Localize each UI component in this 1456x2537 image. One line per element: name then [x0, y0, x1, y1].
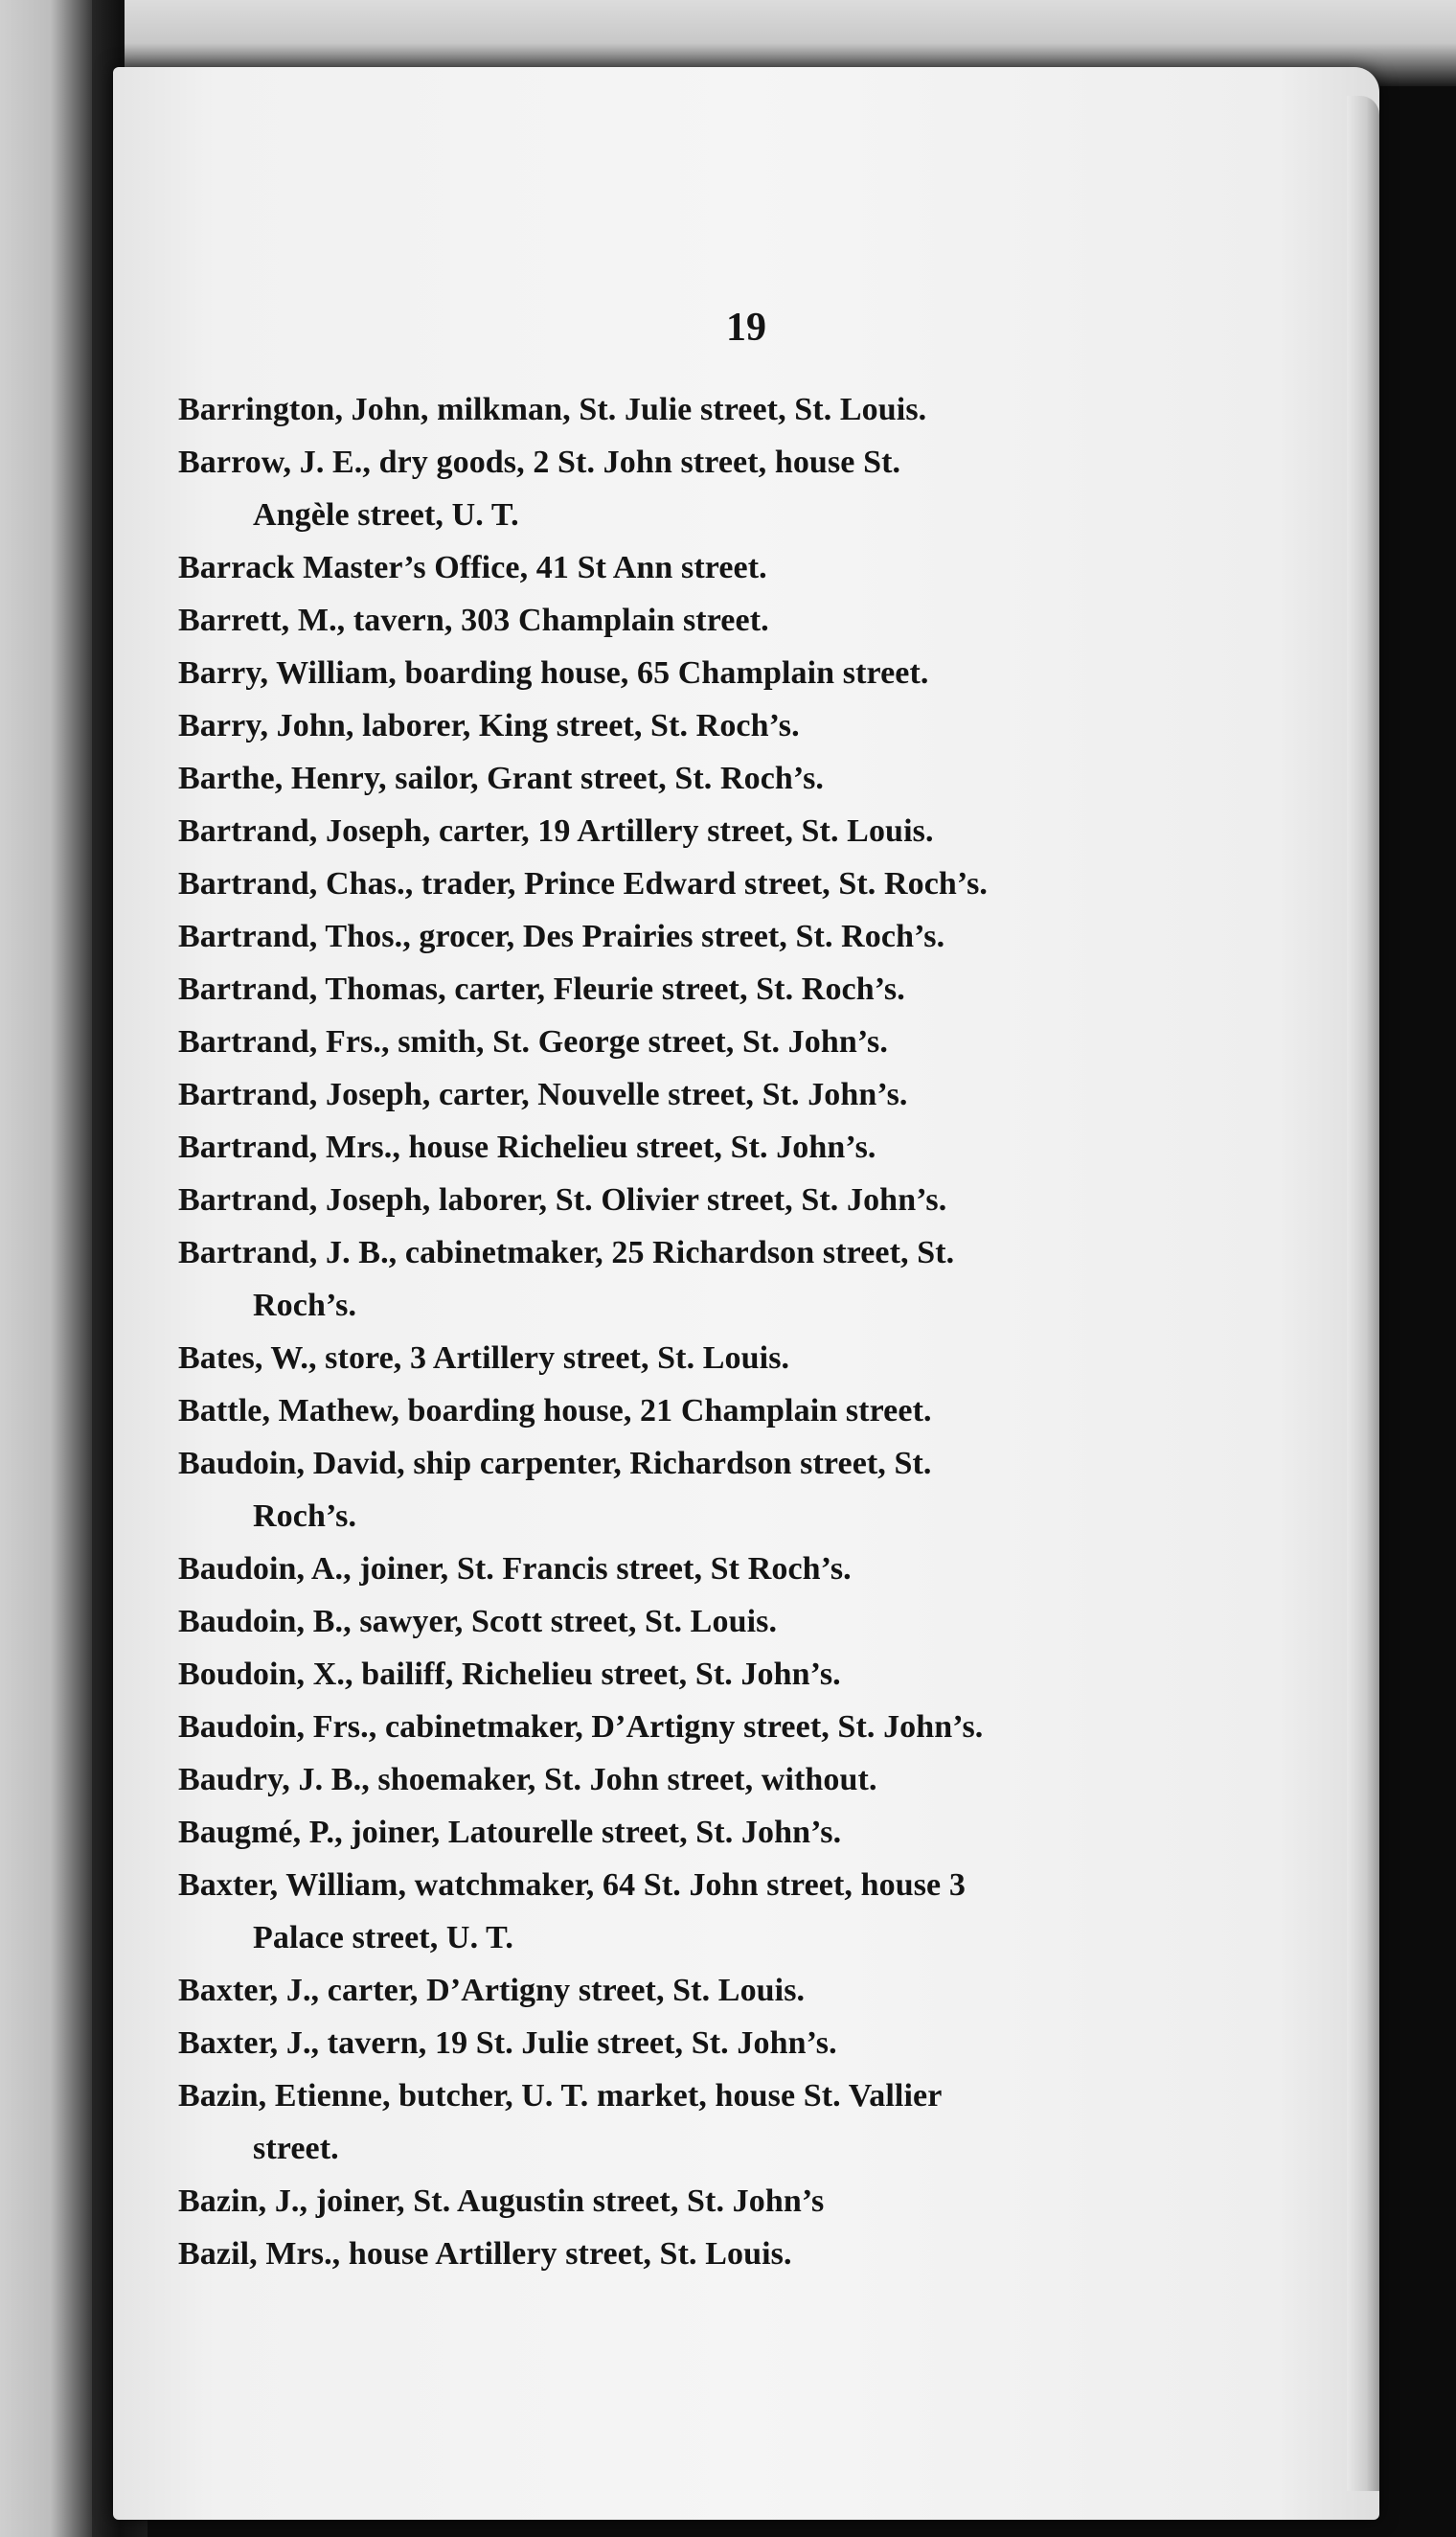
directory-entry [178, 910, 1261, 963]
directory-entry [178, 1016, 1261, 1068]
entry-line: Baugmé, P., joiner, Latourelle street, St. John’s. [178, 1815, 842, 1850]
entry-continuation-line: Angèle street, U. T. [253, 497, 519, 533]
directory-entry [178, 2175, 1261, 2228]
entry-continuation-line: Roch’s. [253, 1498, 357, 1534]
entry-line: Baudry, J. B., shoemaker, St. John street, without. [178, 1762, 877, 1797]
directory-entry [178, 857, 1261, 910]
entry-line: Baxter, J., carter, D’Artigny street, St. Louis. [178, 1973, 806, 2008]
entry-line: Bartrand, Chas., trader, Prince Edward street, St. Roch’s. [178, 866, 989, 902]
directory-entry [178, 2228, 1261, 2280]
entry-line: Baudoin, Frs., cabinetmaker, D’Artigny street, St. John’s. [178, 1709, 984, 1745]
entry-continuation-line: Palace street, U. T. [253, 1920, 514, 1955]
entry-line: Baudoin, B., sawyer, Scott street, St. Louis. [178, 1604, 778, 1639]
entry-line: Baxter, J., tavern, 19 St. Julie street, St. John’s. [178, 2025, 837, 2061]
entry-line: Bartrand, Joseph, laborer, St. Olivier street, St. John’s. [178, 1182, 947, 1218]
entry-line: Bartrand, Mrs., house Richelieu street, St. John’s. [178, 1130, 876, 1165]
directory-entry [178, 1806, 1261, 1859]
entry-line: Barrington, John, milkman, St. Julie street, St. Louis. [178, 392, 927, 427]
directory-entries [178, 383, 1261, 2280]
directory-entry [178, 1437, 1261, 1543]
entry-line: Bazil, Mrs., house Artillery street, St. Louis. [178, 2236, 792, 2272]
entry-line: Barthe, Henry, sailor, Grant street, St. Roch’s. [178, 761, 825, 796]
entry-line: Bates, W., store, 3 Artillery street, St. Louis. [178, 1340, 790, 1376]
entry-line: Barrett, M., tavern, 303 Champlain street. [178, 603, 769, 638]
entry-continuation-line: street. [253, 2131, 339, 2166]
entry-line: Bazin, J., joiner, St. Augustin street, St. John’s [178, 2183, 825, 2219]
directory-entry [178, 1701, 1261, 1753]
directory-entry [178, 1964, 1261, 2017]
entry-line: Bartrand, Frs., smith, St. George street, St. John’s. [178, 1024, 888, 1060]
directory-entry [178, 752, 1261, 805]
entry-line: Baxter, William, watchmaker, 64 St. John street, house 3 [178, 1867, 966, 1903]
directory-entry [178, 805, 1261, 857]
directory-page [113, 67, 1379, 2520]
entry-line: Bazin, Etienne, butcher, U. T. market, house St. Vallier [178, 2078, 943, 2114]
entry-line: Bartrand, Thomas, carter, Fleurie street, St. Roch’s. [178, 971, 905, 1007]
entry-line: Boudoin, X., bailiff, Richelieu street, St. John’s. [178, 1657, 841, 1692]
entry-line: Baudoin, A., joiner, St. Francis street, St Roch’s. [178, 1551, 852, 1587]
directory-entry [178, 1595, 1261, 1648]
directory-entry [178, 2017, 1261, 2069]
directory-entry [178, 2069, 1261, 2175]
directory-entry [178, 594, 1261, 647]
directory-entry [178, 383, 1261, 436]
directory-entry [178, 1226, 1261, 1332]
directory-entry [178, 436, 1261, 541]
directory-entry [178, 1068, 1261, 1121]
entry-line: Battle, Mathew, boarding house, 21 Champlain street. [178, 1393, 932, 1428]
entry-line: Bartrand, Thos., grocer, Des Prairies street, St. Roch’s. [178, 919, 945, 954]
directory-entry [178, 1174, 1261, 1226]
entry-line: Bartrand, J. B., cabinetmaker, 25 Richardson street, St. [178, 1235, 955, 1270]
directory-entry [178, 541, 1261, 594]
directory-entry [178, 1859, 1261, 1964]
directory-entry [178, 699, 1261, 752]
directory-entry [178, 1543, 1261, 1595]
page-number: 19 [726, 306, 766, 350]
directory-entry [178, 1121, 1261, 1174]
entry-line: Barrack Master’s Office, 41 St Ann street. [178, 550, 767, 585]
directory-entry [178, 1753, 1261, 1806]
directory-entry [178, 1384, 1261, 1437]
directory-entry [178, 1332, 1261, 1384]
entry-line: Baudoin, David, ship carpenter, Richardson street, St. [178, 1446, 932, 1481]
entry-line: Bartrand, Joseph, carter, 19 Artillery street, St. Louis. [178, 813, 934, 849]
adjacent-page-edge [0, 0, 92, 2537]
page-right-edge [1347, 96, 1379, 2491]
directory-entry [178, 647, 1261, 699]
entry-line: Barrow, J. E., dry goods, 2 St. John street, house St. [178, 445, 901, 480]
entry-line: Barry, John, laborer, King street, St. Roch’s. [178, 708, 800, 743]
entry-continuation-line: Roch’s. [253, 1288, 357, 1323]
entry-line: Barry, William, boarding house, 65 Champlain street. [178, 655, 929, 691]
directory-entry [178, 1648, 1261, 1701]
directory-entry [178, 963, 1261, 1016]
entry-line: Bartrand, Joseph, carter, Nouvelle street, St. John’s. [178, 1077, 908, 1112]
